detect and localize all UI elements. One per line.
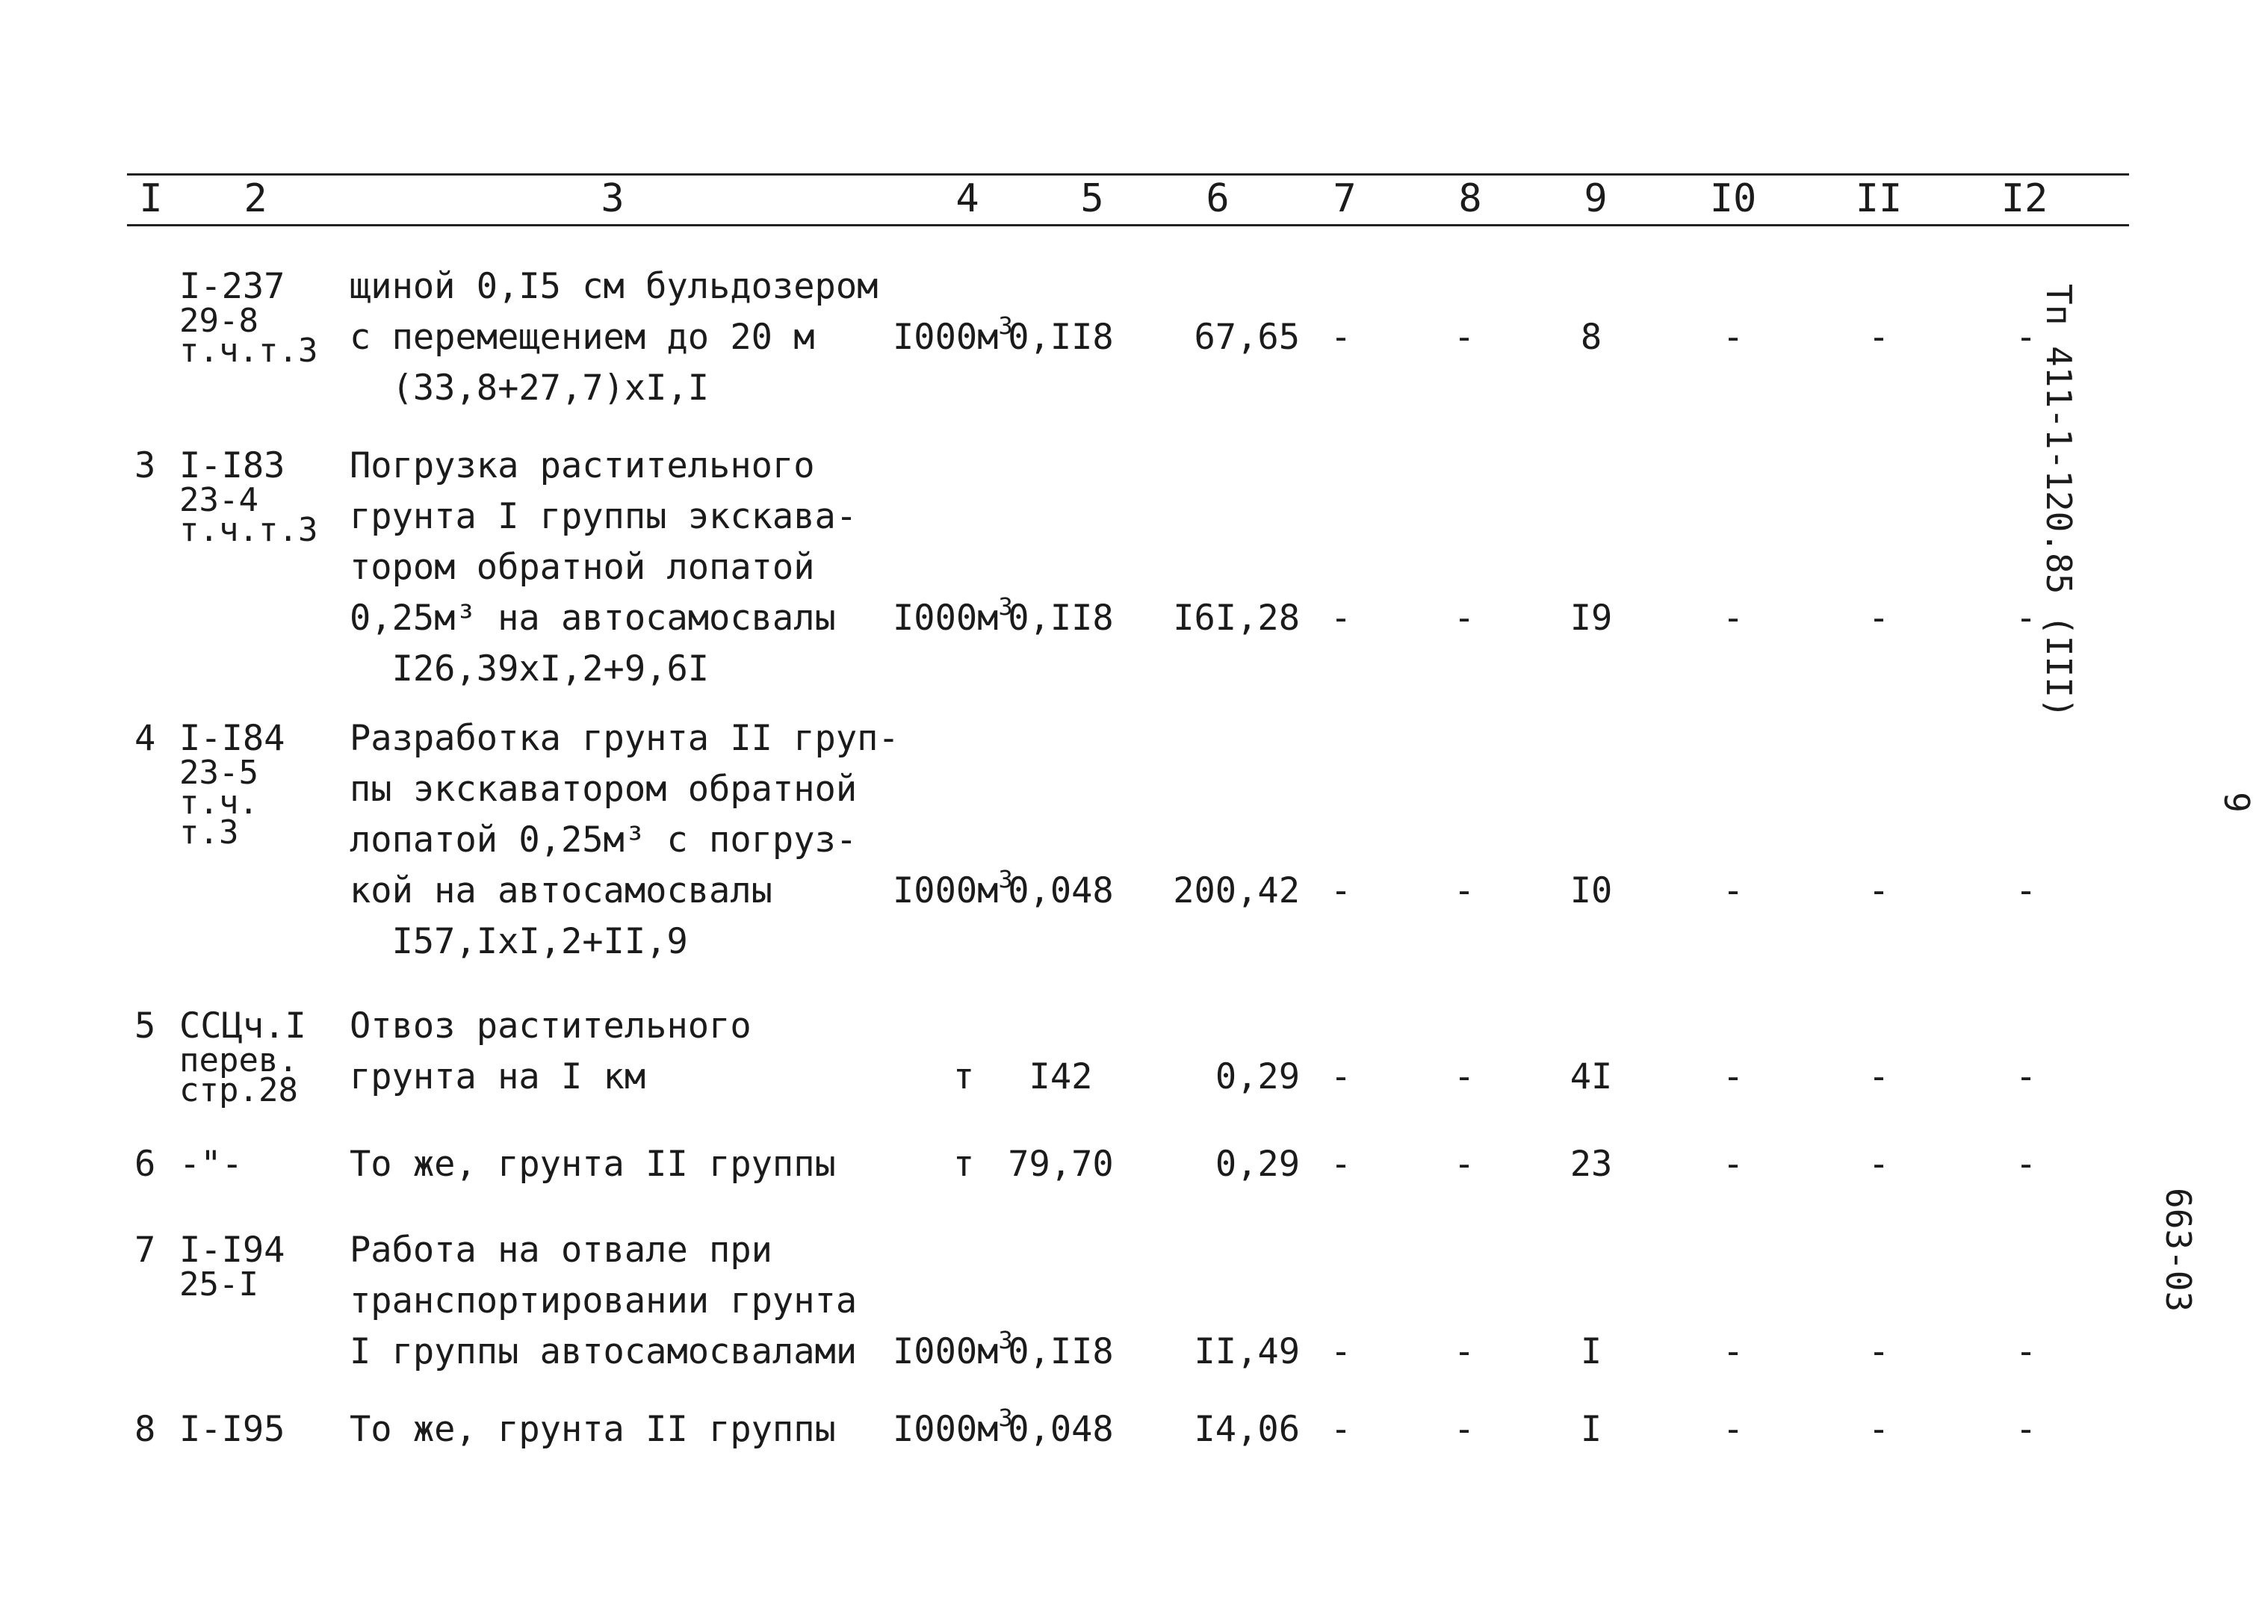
- cell-c12: -: [2015, 870, 2037, 911]
- cell-c10: -: [1722, 870, 1744, 911]
- column-header-12: I2: [2001, 176, 2048, 221]
- norm-reference: -"-: [179, 1144, 243, 1185]
- unit-text: I000м: [893, 1409, 999, 1450]
- work-description: щиной 0,I5 см бульдозером: [350, 266, 879, 307]
- unit-exponent: 3: [998, 592, 1013, 621]
- header-top-rule: [127, 173, 2129, 176]
- cell-c8: -: [1453, 870, 1475, 911]
- quantity: 0,048: [1008, 1409, 1114, 1450]
- cell-c8: -: [1453, 1409, 1475, 1450]
- norm-reference: стр.28: [179, 1071, 298, 1109]
- norm-reference: т.ч.т.3: [179, 511, 318, 549]
- cell-c11: -: [1868, 1409, 1890, 1450]
- cell-c12: -: [2015, 1056, 2037, 1097]
- work-description: грунта на I км: [350, 1056, 646, 1097]
- cell-c7: -: [1330, 1331, 1352, 1372]
- cell-c10: -: [1722, 1056, 1744, 1097]
- cell-c9: 4I: [1570, 1056, 1613, 1097]
- work-description: Разработка грунта II груп-: [350, 718, 899, 759]
- work-description: кой на автосамосвалы: [350, 870, 772, 911]
- work-description: Работа на отвале при: [350, 1230, 772, 1271]
- norm-reference: I-I95: [179, 1409, 285, 1450]
- cell-c8: -: [1453, 1056, 1475, 1097]
- work-description: I группы автосамосвалами: [350, 1331, 858, 1372]
- norm-reference: 29-8: [179, 302, 258, 340]
- column-header-10: I0: [1709, 176, 1757, 221]
- row-number: 4: [134, 718, 156, 759]
- work-description: То же, грунта II группы: [350, 1409, 836, 1450]
- work-description: с перемещением до 20 м: [350, 317, 815, 358]
- column-header-6: 6: [1206, 176, 1230, 221]
- work-description: лопатой 0,25м³ с погруз-: [350, 819, 858, 861]
- work-description: грунта I группы экскава-: [350, 496, 858, 537]
- cell-c12: -: [2015, 317, 2037, 358]
- cell-c11: -: [1868, 870, 1890, 911]
- cell-c7: -: [1330, 1409, 1352, 1450]
- sheet-number: 663-03: [2158, 1188, 2199, 1312]
- quantity: 0,048: [1008, 870, 1114, 911]
- cell-c9: I0: [1570, 870, 1613, 911]
- cell-c11: -: [1868, 317, 1890, 358]
- cell-c11: -: [1868, 1331, 1890, 1372]
- norm-reference: т.ч.: [179, 784, 258, 822]
- cell-c12: -: [2015, 1409, 2037, 1450]
- unit-price: 67,65: [1194, 317, 1300, 358]
- column-header-11: II: [1855, 176, 1903, 221]
- norm-reference: I-237: [179, 266, 285, 307]
- unit-text: I000м: [893, 870, 999, 911]
- quantity: 0,II8: [1008, 1331, 1114, 1372]
- work-description: пы экскаватором обратной: [350, 769, 858, 810]
- norm-reference: т.ч.т.3: [179, 332, 318, 370]
- work-description: Отвоз растительного: [350, 1005, 752, 1047]
- column-header-7: 7: [1333, 176, 1357, 221]
- unit-price: I4,06: [1194, 1409, 1300, 1450]
- cell-c11: -: [1868, 1056, 1890, 1097]
- norm-reference: 25-I: [179, 1265, 258, 1304]
- unit-exponent: 3: [998, 865, 1013, 893]
- unit-text: I000м: [893, 317, 999, 358]
- unit-text: I000м: [893, 1331, 999, 1372]
- unit-price: 200,42: [1173, 870, 1300, 911]
- norm-reference: т.3: [179, 813, 239, 852]
- cell-c9: I9: [1570, 598, 1613, 639]
- cell-c12: -: [2015, 1144, 2037, 1185]
- unit-price: I6I,28: [1173, 598, 1300, 639]
- cell-c11: -: [1868, 598, 1890, 639]
- cell-c7: -: [1330, 1144, 1352, 1185]
- cell-c9: 8: [1580, 317, 1602, 358]
- cell-c12: -: [2015, 598, 2037, 639]
- cell-c12: -: [2015, 1331, 2037, 1372]
- cell-c8: -: [1453, 1144, 1475, 1185]
- norm-reference: ССЦч.I: [179, 1005, 306, 1047]
- unit-text: т: [952, 1056, 975, 1097]
- work-description: транспортировании грунта: [350, 1280, 858, 1321]
- quantity: 79,70: [1008, 1144, 1114, 1185]
- column-header-5: 5: [1080, 176, 1104, 221]
- cell-c10: -: [1722, 317, 1744, 358]
- cell-c7: -: [1330, 1056, 1352, 1097]
- norm-reference: 23-5: [179, 754, 258, 792]
- cell-c8: -: [1453, 1331, 1475, 1372]
- quantity: 0,II8: [1008, 598, 1114, 639]
- cell-c10: -: [1722, 1144, 1744, 1185]
- norm-reference: I-I84: [179, 718, 285, 759]
- work-description: I26,39хI,2+9,6I: [350, 648, 710, 689]
- quantity: I42: [1029, 1056, 1093, 1097]
- norm-reference: I-I94: [179, 1230, 285, 1271]
- unit-price: II,49: [1194, 1331, 1300, 1372]
- column-header-2: 2: [244, 176, 267, 221]
- norm-reference: 23-4: [179, 481, 258, 519]
- work-description: I57,IхI,2+II,9: [350, 921, 688, 962]
- unit-exponent: 3: [998, 1404, 1013, 1432]
- unit-exponent: 3: [998, 1326, 1013, 1354]
- work-description: (33,8+27,7)хI,I: [350, 368, 710, 409]
- work-description: То же, грунта II группы: [350, 1144, 836, 1185]
- work-description: 0,25м³ на автосамосвалы: [350, 598, 836, 639]
- column-header-1: I: [139, 176, 163, 221]
- cell-c7: -: [1330, 317, 1352, 358]
- unit-price: 0,29: [1215, 1144, 1300, 1185]
- unit-text: I000м: [893, 598, 999, 639]
- work-description: Погрузка растительного: [350, 445, 815, 486]
- cell-c10: -: [1722, 598, 1744, 639]
- quantity: 0,II8: [1008, 317, 1114, 358]
- cell-c11: -: [1868, 1144, 1890, 1185]
- unit-exponent: 3: [998, 312, 1013, 340]
- row-number: 3: [134, 445, 156, 486]
- unit-text: т: [952, 1144, 975, 1185]
- cell-c9: I: [1580, 1331, 1602, 1372]
- column-header-9: 9: [1584, 176, 1608, 221]
- header-bottom-rule: [127, 224, 2129, 226]
- cell-c7: -: [1330, 598, 1352, 639]
- document-code: Тп 411-1-120.85 (III): [2039, 284, 2079, 719]
- row-number: 5: [134, 1005, 156, 1047]
- cell-c10: -: [1722, 1409, 1744, 1450]
- unit-price: 0,29: [1215, 1056, 1300, 1097]
- row-number: 7: [134, 1230, 156, 1271]
- column-header-3: 3: [601, 176, 625, 221]
- work-description: тором обратной лопатой: [350, 547, 815, 588]
- cell-c9: I: [1580, 1409, 1602, 1450]
- norm-reference: I-I83: [179, 445, 285, 486]
- cell-c7: -: [1330, 870, 1352, 911]
- column-header-4: 4: [955, 176, 979, 221]
- cell-c10: -: [1722, 1331, 1744, 1372]
- cell-c9: 23: [1570, 1144, 1613, 1185]
- norm-reference: перев.: [179, 1041, 298, 1079]
- cell-c8: -: [1453, 317, 1475, 358]
- column-header-8: 8: [1458, 176, 1482, 221]
- row-number: 6: [134, 1144, 156, 1185]
- cell-c8: -: [1453, 598, 1475, 639]
- row-number: 8: [134, 1409, 156, 1450]
- page-number: 9: [2216, 792, 2257, 813]
